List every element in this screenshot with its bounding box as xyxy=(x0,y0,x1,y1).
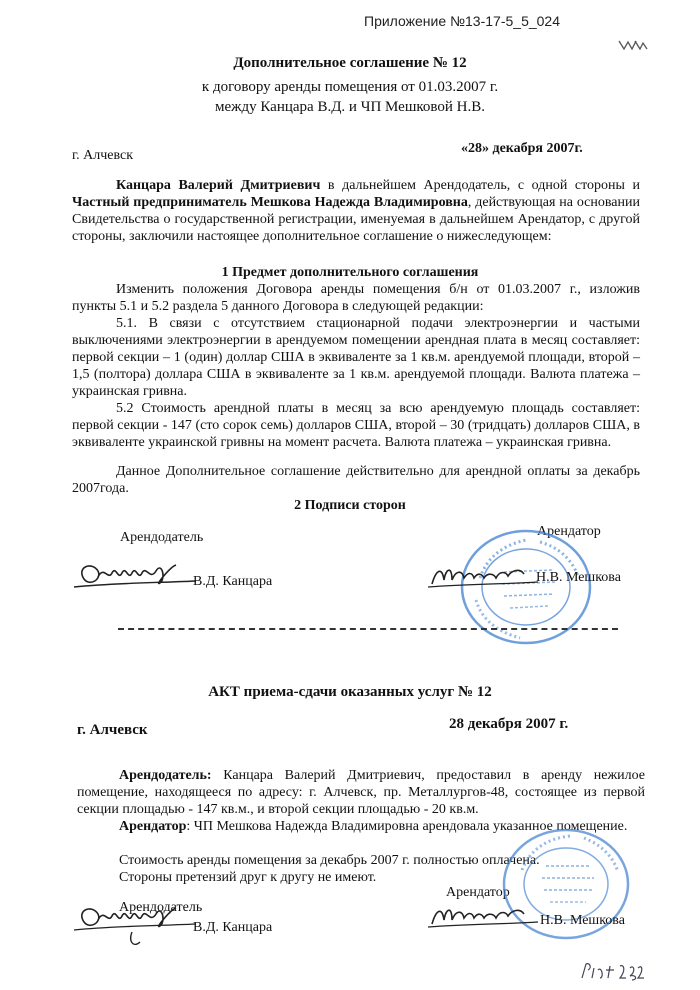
act-paragraph-3: Стоимость аренды помещения за декабрь 2007 г. полностью оплачена. xyxy=(119,853,540,868)
act-landlord-sign-name: В.Д. Канцара xyxy=(193,920,273,935)
act-landlord-label-inline: Арендодатель: xyxy=(119,768,212,783)
handwritten-note-icon xyxy=(580,960,646,982)
section1-paragraph-1: Изменить положения Договора аренды помещения б/н от 01.03.2007 г., изложив пункты 5.1 и 5.2 раздела 5 данного Договора в следующей редакции: xyxy=(72,282,640,314)
act-paragraph-2-text: : ЧП Мешкова Надежда Владимировна арендовала указанное помещение. xyxy=(186,819,628,834)
section1-paragraph-3: 5.2 Стоимость арендной платы в месяц за всю арендуемую площадь составляет: первой секции - 147 (сто сорок семь) долларов США, второй – 30 (тридцать) долларов США, в эквиваленте украинской гривны на момент расчета. Валюта платежа – украинская гривна. xyxy=(72,401,640,450)
tenant-signature-icon xyxy=(428,560,540,590)
agreement-tenant-label: Арендатор xyxy=(537,524,601,539)
act-tenant-label-inline: Арендатор xyxy=(119,819,187,834)
act-date: 28 декабря 2007 г. xyxy=(449,716,569,732)
agreement-city: г. Алчевск xyxy=(72,148,134,163)
section1-paragraph-2: 5.1. В связи с отсутствием стационарной подачи электроэнергии и частыми выключениями электроэнергии в арендуемом помещении арендная плата в месяц составляет: первой секции – 1 (один) доллар США в эквиваленте за 1 кв.м. арендуемой площади, второй – 1,5 (полтора) доллара США в эквиваленте за 1 кв.м. арендуемой площади. Валюта платежа – украинская гривна. xyxy=(72,316,640,399)
act-paragraph-4: Стороны претензий друг к другу не имеют. xyxy=(119,870,377,885)
agreement-date: «28» декабря 2007г. xyxy=(461,141,583,156)
agreement-landlord-sign-name: В.Д. Канцара xyxy=(193,574,273,589)
agreement-subtitle-parties: между Канцара В.Д. и ЧП Мешковой Н.В. xyxy=(214,99,486,115)
handwritten-mark-icon xyxy=(618,38,648,52)
landlord-intro-text: в дальнейшем Арендодатель, с одной стороны xyxy=(320,178,625,193)
landlord-signature-icon xyxy=(72,557,197,593)
agreement-intro xyxy=(72,177,640,245)
act-paragraph-1 xyxy=(77,767,645,818)
agreement-tenant-sign-name: Н.В. Мешкова xyxy=(536,570,621,585)
section1-paragraph-4: Данное Дополнительное соглашение действительно для арендной оплаты за декабрь 2007года. xyxy=(72,464,640,496)
section2-title: 2 Подписи сторон xyxy=(294,498,406,513)
act-paragraph-1-text: Канцара Валерий Дмитриевич, предоставил в аренду нежилое помещение, находящееся по адресу: г. Алчевск, пр. Металлургов-48, состоящее из первой секции площадью - 147 кв.м., и второй секции площадью - 20 кв.м. xyxy=(77,768,645,817)
section1-title: 1 Предмет дополнительного соглашения xyxy=(221,265,479,280)
act-tenant-signature-icon xyxy=(428,902,540,932)
agreement-title: Дополнительное соглашение № 12 xyxy=(233,55,467,71)
tenant-full-name: Частный предприниматель Мешкова Надежда Владимировна xyxy=(72,195,468,210)
intro-conjunction: и xyxy=(632,178,640,193)
act-tenant-label: Арендатор xyxy=(446,885,510,900)
agreement-subtitle-contract: к договору аренды помещения от 01.03.2007 г. xyxy=(201,79,499,95)
act-landlord-label: Арендодатель xyxy=(119,900,203,915)
appendix-label: Приложение №13-17-5_5_024 xyxy=(364,13,560,29)
section-divider xyxy=(118,628,618,630)
landlord-full-name: Канцара Валерий Дмитриевич xyxy=(116,178,321,193)
tenant-intro-text: , действующая на основании Свидетельства о государственной регистрации, именуемая в дальнейшем Арендатор, с другой стороны, заключили настоящее дополнительное соглашение о нижеследующем: xyxy=(72,195,640,244)
act-city: г. Алчевск xyxy=(77,722,148,738)
act-title: АКТ приема-сдачи оказанных услуг № 12 xyxy=(208,684,492,700)
act-tenant-sign-name: Н.В. Мешкова xyxy=(540,913,625,928)
act-landlord-signature-icon xyxy=(72,898,197,948)
agreement-landlord-label: Арендодатель xyxy=(120,530,204,545)
